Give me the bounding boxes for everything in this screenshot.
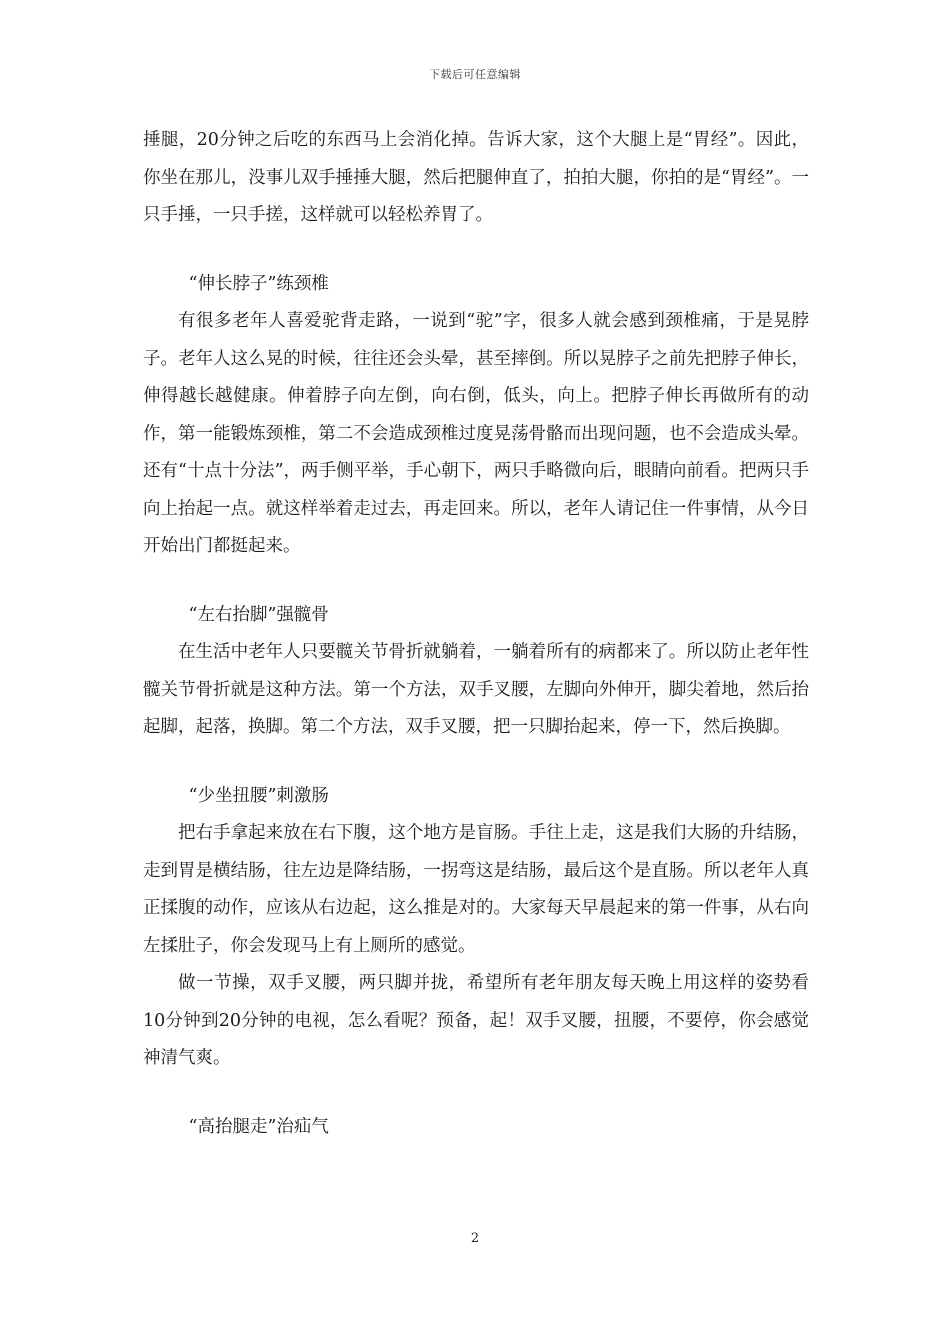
page-number: 2: [470, 1231, 480, 1246]
paragraph-hip: 在生活中老年人只要髋关节骨折就躺着，一躺着所有的病都来了。所以防止老年性髋关节骨折就是这种方法。第一个方法，双手叉腰，左脚向外伸开，脚尖着地，然后抬起脚，起落，换脚。第二个方法，双手叉腰，把一只脚抬起来，停一下，然后换脚。: [143, 642, 809, 737]
section-gap: [143, 1078, 809, 1109]
section-heading-waist: “少坐扭腰”刺激肠: [188, 785, 329, 806]
section-heading-neck: “伸长脖子”练颈椎: [188, 273, 329, 294]
paragraph-stomach-meridian: 捶腿，20分钟之后吃的东西马上会消化掉。告诉大家，这个大腿上是“胃经”。因此，你坐在那儿，没事儿双手捶捶大腿，然后把腿伸直了，拍拍大腿，你拍的是“胃经”。一只手捶，一只手搓，这样就可以轻松养胃了。: [143, 130, 809, 225]
section-heading-high-knee: “高抬腿走”治疝气: [188, 1116, 329, 1137]
section-gap: [143, 235, 809, 266]
paragraph-waist-intestine: 把右手拿起来放在右下腹，这个地方是盲肠。手往上走，这是我们大肠的升结肠，走到胃是横结肠，往左边是降结肠，一拐弯这是结肠，最后这个是直肠。所以老年人真正揉腹的动作，应该从右边起，这么推是对的。大家每天早晨起来的第一件事，从右向左揉肚子，你会发现马上有上厕所的感觉。: [143, 823, 809, 956]
paragraph-waist-exercise: 做一节操，双手叉腰，两只脚并拢，希望所有老年朋友每天晚上用这样的姿势看10分钟到20分钟的电视，怎么看呢？预备，起！双手叉腰，扭腰，不要停，你会感觉神清气爽。: [143, 973, 809, 1068]
paragraph-neck: 有很多老年人喜爱驼背走路，一说到“驼”字，很多人就会感到颈椎痛，于是晃脖子。老年人这么晃的时候，往往还会头晕，甚至摔倒。所以晃脖子之前先把脖子伸长，伸得越长越健康。伸着脖子向左倒，向右倒，低头，向上。把脖子伸长再做所有的动作，第一能锻炼颈椎，第二不会造成颈椎过度晃荡骨骼而出现问题，也不会造成头晕。还有“十点十分法”，两手侧平举，手心朝下，两只手略微向后，眼睛向前看。把两只手向上抬起一点。就这样举着走过去，再走回来。所以，老年人请记住一件事情，从今日开始出门都挺起来。: [143, 311, 809, 556]
document-body: [143, 122, 809, 1146]
section-gap: [143, 566, 809, 597]
section-gap: [143, 747, 809, 778]
page-header: 下载后可任意编辑: [429, 68, 521, 81]
section-heading-hip: “左右抬脚”强髋骨: [188, 604, 329, 625]
